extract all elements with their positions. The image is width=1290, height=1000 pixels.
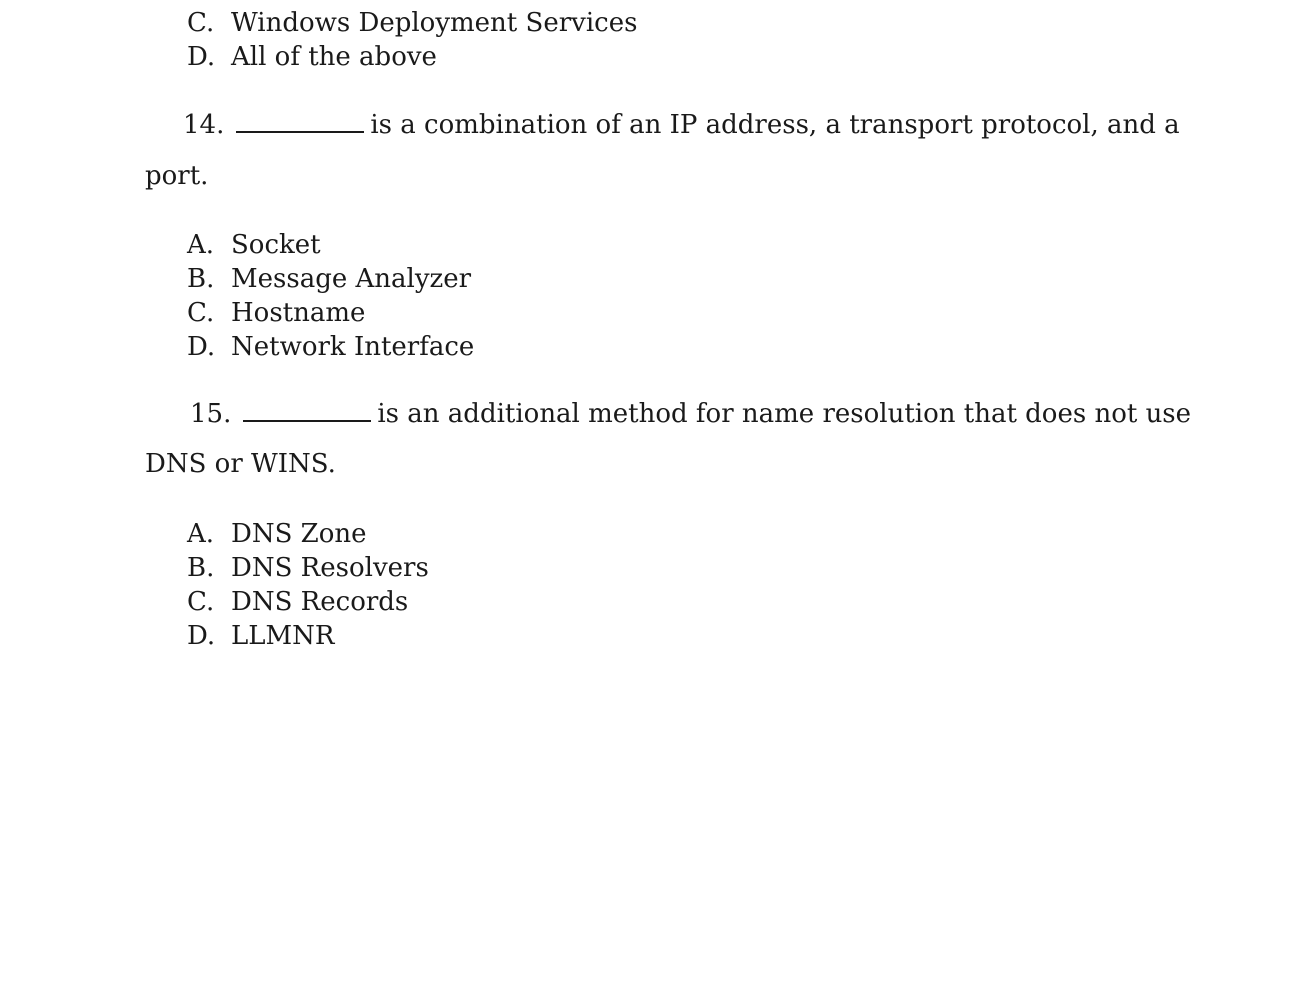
option-letter: B.	[187, 264, 215, 294]
option-a	[187, 228, 474, 262]
option-letter: A.	[187, 230, 215, 260]
option-text: All of the above	[231, 42, 437, 72]
question-text: is a combination of an IP address, a transport protocol, and a	[370, 110, 1180, 140]
option-letter: C.	[187, 587, 215, 617]
option-d	[187, 40, 637, 74]
question-number: 14.	[183, 110, 225, 140]
question-15-stem	[190, 397, 1191, 431]
option-a	[187, 517, 429, 551]
question-number: 15.	[190, 399, 232, 429]
option-c	[187, 296, 474, 330]
option-d	[187, 619, 429, 653]
option-letter: D.	[187, 332, 216, 362]
option-text: Hostname	[231, 298, 366, 328]
option-c	[187, 585, 429, 619]
answer-blank	[243, 398, 371, 422]
option-text: Socket	[231, 230, 321, 260]
question-14-stem	[183, 108, 1180, 142]
question-15-options	[187, 517, 429, 653]
option-letter: D.	[187, 42, 216, 72]
option-b	[187, 551, 429, 585]
option-text: Network Interface	[231, 332, 475, 362]
option-text: DNS Resolvers	[231, 553, 429, 583]
option-c	[187, 6, 637, 40]
question-15-continuation: DNS or WINS.	[145, 449, 336, 479]
option-text: DNS Zone	[231, 519, 367, 549]
option-b	[187, 262, 474, 296]
option-letter: A.	[187, 519, 215, 549]
option-letter: B.	[187, 553, 215, 583]
question-text: is an additional method for name resolution that does not use	[377, 399, 1192, 429]
answer-blank	[236, 109, 364, 133]
option-d	[187, 330, 474, 364]
option-letter: D.	[187, 621, 216, 651]
question-14-options	[187, 228, 474, 364]
option-text: LLMNR	[231, 621, 335, 651]
option-text: Windows Deployment Services	[231, 8, 638, 38]
question-14-continuation: port.	[145, 161, 209, 191]
previous-question-options	[187, 6, 637, 74]
option-letter: C.	[187, 298, 215, 328]
option-text: DNS Records	[231, 587, 409, 617]
option-text: Message Analyzer	[231, 264, 472, 294]
option-letter: C.	[187, 8, 215, 38]
